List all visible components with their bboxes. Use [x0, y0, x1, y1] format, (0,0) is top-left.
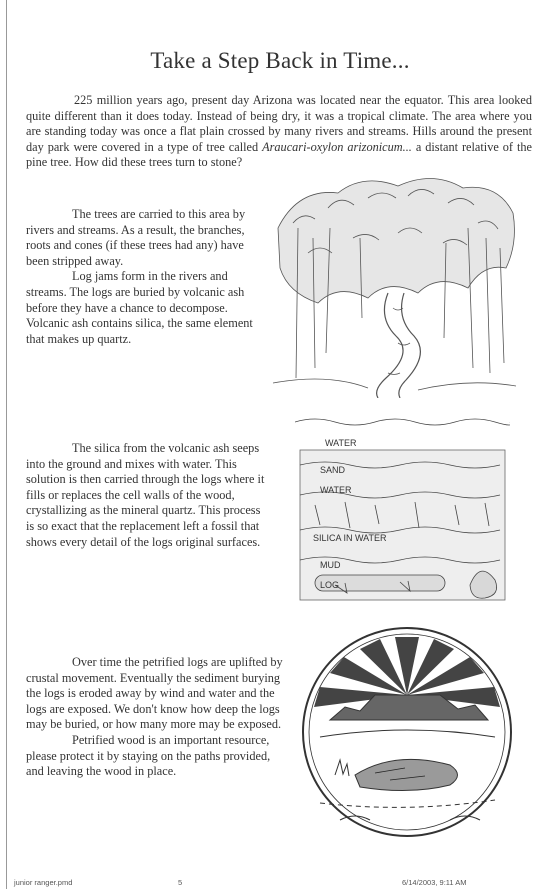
silica-text-block [26, 441, 268, 550]
forest-river-illustration [268, 168, 518, 398]
label-sand: SAND [320, 465, 346, 475]
label-water-mid: WATER [320, 485, 352, 495]
burial-paragraph: Log jams form in the rivers and streams. The logs are buried by volcanic ash before they have a chance to decompose. Volcanic ash contains silica, the same element that makes up quartz. [26, 269, 253, 346]
species-name: Araucari-oxylon arizonicum... [262, 139, 412, 154]
label-silica: SILICA IN WATER [313, 533, 387, 543]
label-water-top: WATER [325, 438, 357, 448]
silica-paragraph: The silica from the volcanic ash seeps into the ground and mixes with water. This solution is then carried through the logs where it fills or replaces the cell walls of the wood, crystallizing as the mineral quartz. This process is so exact that the replacement left a fossil that shows every detail of the logs original surfaces. [26, 441, 265, 549]
label-log: LOG [320, 580, 340, 590]
footer-timestamp: 6/14/2003, 9:11 AM [402, 878, 467, 887]
sediment-layers-diagram [295, 410, 510, 610]
footer-filename: junior ranger.pmd [14, 878, 73, 887]
intro-tail-text: a distant relative of the pine tree. How did these trees turn to stone? [26, 139, 532, 170]
footer-page-number: 5 [178, 878, 183, 887]
intro-paragraph [26, 93, 532, 171]
protect-paragraph: Petrified wood is an important resource, please protect it by staying on the paths provided, and leaving the wood in place. [26, 732, 271, 779]
petrified-log-badge-illustration [300, 625, 515, 840]
page-edge-line [6, 0, 7, 889]
page-title: Take a Step Back in Time... [150, 48, 410, 73]
intro-lead-text: 225 million years ago, present day Arizona was located near the equator. This area looked quite different than it does today. Instead of being dry, it was a tropical climate. The area where you are standing today was once a flat plain crossed by many rivers and streams. Hills around the present day park were covered in a type of tree called [26, 93, 532, 154]
uplift-paragraph: Over time the petrified logs are uplifted by crustal movement. Eventually the sediment burying the logs is eroded away by wind and water and the logs are exposed. We don't know how deep the logs may be buried, or how many more may be exposed. [26, 655, 283, 732]
uplift-text-block [26, 655, 288, 780]
label-mud: MUD [320, 560, 341, 570]
transport-text-block [26, 207, 266, 347]
transport-paragraph: The trees are carried to this area by rivers and streams. As a result, the branches, roots and cones (if these trees had any) have been stripped away. [26, 207, 246, 268]
